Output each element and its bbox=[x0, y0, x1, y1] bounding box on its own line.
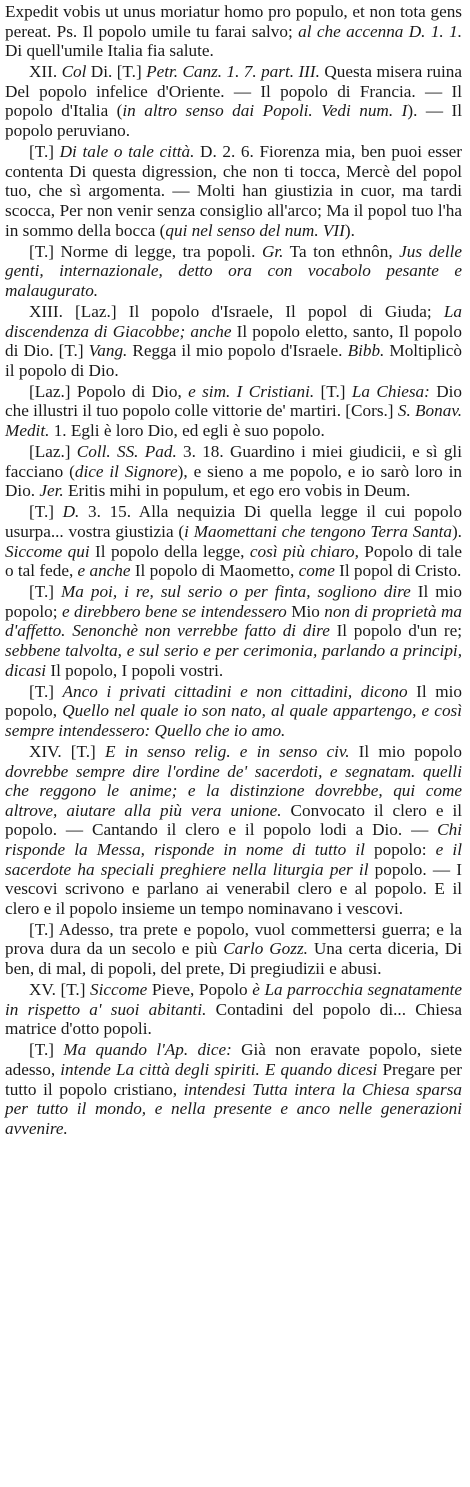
text-run: Una certa diceria, Di ben, di mal, di popoli, del prete, Di pregiudizii e abusi. bbox=[5, 939, 462, 978]
italic-text-run: intende La città degli spiriti. E quando dicesi bbox=[60, 1059, 378, 1079]
text-run: Il mio popolo, bbox=[5, 681, 462, 721]
entry-paragraph bbox=[5, 502, 462, 580]
text-run: 1. Egli è loro Dio, ed egli è suo popolo. bbox=[49, 420, 325, 440]
entry-paragraph bbox=[5, 302, 462, 380]
text-run: Il popol di Cristo. bbox=[334, 561, 462, 581]
text-run: Questa misera ruina Del popolo infelice d'Oriente. — Il popolo di Francia. — Il popolo d'Italia ( bbox=[5, 62, 462, 121]
italic-text-run: D. bbox=[62, 502, 80, 522]
italic-text-run: Jus delle genti, internazionale, detto ora con vocabolo pesante e malaugurato. bbox=[5, 241, 462, 300]
entry-paragraph bbox=[5, 62, 462, 140]
text-run: Di. [T.] bbox=[86, 62, 147, 82]
italic-text-run: e direbbero bene se intendessero bbox=[61, 601, 287, 621]
text-run: [T.] bbox=[29, 681, 63, 701]
text-run: Convocato il clero e il popolo. — Cantando il clero e il popolo lodi a Dio. — bbox=[5, 800, 462, 840]
text-run: Già non eravate popolo, siete adesso, bbox=[5, 1040, 463, 1079]
entry-paragraph bbox=[5, 1040, 462, 1138]
entry-paragraph bbox=[5, 582, 462, 680]
italic-text-run: sebbene talvolta, e sul serio e per cerimonia, parlando a principi, dicasi bbox=[5, 641, 462, 680]
entry-paragraph bbox=[5, 920, 462, 979]
text-run: Dio che illustri il tuo popolo colle vittorie de' martiri. [Cors.] bbox=[5, 381, 463, 421]
italic-text-run: e il sacerdote ha speciali preghiere nella liturgia per il bbox=[5, 839, 462, 879]
italic-text-run: dice il Signore bbox=[74, 461, 178, 481]
italic-text-run: Bibb. bbox=[347, 341, 385, 361]
text-run: Il mio popolo bbox=[349, 741, 462, 761]
text-run: [T.] Norme di legge, tra popoli. bbox=[29, 241, 262, 261]
text-run: XV. [T.] bbox=[29, 980, 91, 1000]
text-run: ), e sieno a me popolo, e io sarò loro in Dio. bbox=[5, 461, 462, 501]
italic-text-run: Jer. bbox=[39, 481, 64, 501]
italic-text-run: non di proprietà ma d'affetto. Senonchè non verrebbe fatto di dire bbox=[5, 601, 462, 641]
text-run: Di quell'umile Italia fia salute. bbox=[5, 41, 214, 61]
text-run: [T.] Adesso, tra prete e popolo, vuol commettersi guerra; e la prova dura da un secolo e più bbox=[5, 919, 462, 959]
italic-text-run: al che accenna D. 1. 1. bbox=[298, 21, 462, 41]
text-run: [Laz.] bbox=[29, 442, 77, 462]
text-run: XII. bbox=[29, 62, 62, 82]
text-run: [T.] bbox=[29, 1040, 64, 1060]
italic-text-run: Ma quando l'Ap. dice: bbox=[63, 1040, 232, 1060]
text-run: D. 2. 6. Fiorenza mia, ben puoi esser contenta Di questa digression, che non ti tocca, Mercè del popol tuo, che sì argomenta. — Molti han giustizia in cuor, ma tardi scocca, Per non venir senza consiglio all'arco; Ma il popol tuo l'ha in sommo della bocca ( bbox=[5, 142, 462, 240]
text-run: [Laz.] Popolo di Dio, bbox=[29, 381, 189, 401]
italic-text-run: Di tale o tale città. bbox=[59, 142, 195, 162]
italic-text-run: La discendenza di Giacobbe; anche bbox=[5, 301, 462, 341]
italic-text-run: E in senso relig. e in senso civ. bbox=[104, 741, 350, 761]
text-run: Pieve, Popolo bbox=[147, 980, 253, 1000]
italic-text-run: in altro senso dai Popoli. Vedi num. I bbox=[122, 101, 408, 121]
text-run: XIV. [T.] bbox=[29, 741, 105, 761]
entry-paragraph bbox=[5, 742, 462, 918]
italic-text-run: Gr. bbox=[261, 241, 284, 261]
italic-text-run: Ma poi, i re, sul serio o per finta, sogliono dire bbox=[60, 582, 411, 602]
text-run: Il popolo eletto, santo, Il popolo di Dio. [T.] bbox=[5, 321, 462, 361]
entry-paragraph bbox=[5, 2, 462, 61]
entry-paragraph bbox=[5, 142, 462, 240]
italic-text-run: come bbox=[298, 561, 335, 581]
text-run: Eritis mihi in populum, et ego ero vobis in Deum. bbox=[63, 481, 411, 501]
italic-text-run: Vang. bbox=[88, 341, 128, 361]
text-run: XIII. [Laz.] Il popolo d'Israele, Il popol di Giuda; bbox=[29, 301, 444, 321]
italic-text-run: Petr. Canz. 1. 7. part. III. bbox=[146, 62, 320, 82]
italic-text-run: e sim. I Cristiani. bbox=[188, 381, 315, 401]
italic-text-run: Col bbox=[61, 62, 87, 82]
text-run: popolo: bbox=[364, 839, 436, 859]
entry-paragraph bbox=[5, 980, 462, 1039]
text-run: Mio bbox=[286, 601, 325, 621]
text-run: ). — Il popolo peruviano. bbox=[5, 101, 462, 141]
italic-text-run: Quello nel quale io son nato, al quale appartengo, e così sempre intendessero: Quello che io amo. bbox=[5, 701, 462, 740]
entry-paragraph bbox=[5, 242, 462, 301]
text-run: Il popolo della legge, bbox=[89, 541, 250, 561]
text-run: Moltiplicò il popolo di Dio. bbox=[5, 341, 462, 380]
italic-text-run: e anche bbox=[77, 561, 131, 581]
entry-paragraph bbox=[5, 682, 462, 741]
italic-text-run: Siccome bbox=[90, 980, 148, 1000]
italic-text-run: qui nel senso del num. VII bbox=[165, 220, 345, 240]
text-run: [T.] bbox=[29, 142, 60, 162]
italic-text-run: S. Bonav. Medit. bbox=[5, 401, 462, 440]
text-run: 3. 18. Guardino i miei giudicii, e sì gli facciano ( bbox=[5, 442, 462, 481]
text-run: Ta ton ethnôn, bbox=[283, 241, 400, 261]
text-run: Il popolo d'un re; bbox=[329, 621, 462, 641]
text-run: [T.] bbox=[29, 502, 63, 522]
italic-text-run: intendesi Tutta intera la Chiesa sparsa per tutto il mondo, e nella presente e anco nelle generazioni avvenire. bbox=[5, 1079, 462, 1138]
text-run: Il popolo, I popoli vostri. bbox=[46, 660, 224, 680]
italic-text-run: così più chiaro, bbox=[249, 541, 359, 561]
text-run: Il popolo di Maometto, bbox=[130, 561, 299, 581]
italic-text-run: Siccome qui bbox=[5, 541, 90, 561]
italic-text-run: i Maomettani che tengono Terra Santa bbox=[184, 521, 452, 541]
italic-text-run: dovrebbe sempre dire l'ordine de' sacerdoti, e segnatam. quelli che reggono le anime; e la distinzione dovrebbe, qui come altrove, aiutare alla più vera unione. bbox=[5, 761, 462, 820]
text-run: Il mio popolo; bbox=[5, 582, 462, 621]
text-run: [T.] bbox=[314, 381, 352, 401]
entry-paragraph bbox=[5, 382, 462, 441]
text-run: 3. 15. Alla nequizia Di quella legge il cui popolo usurpa... vostra giustizia ( bbox=[5, 502, 462, 541]
text-run: ). bbox=[451, 521, 462, 541]
text-run: Popolo di tale o tal fede, bbox=[5, 541, 462, 581]
text-run: Regga il mio popolo d'Israele. bbox=[127, 341, 348, 361]
text-run: Contadini del popolo di... Chiesa matrice d'otto popoli. bbox=[5, 999, 462, 1039]
text-run: popolo. — I vescovi scrivono e parlano ai venerabil clero e al popolo. E il clero e il popolo insieme un tempo nominavano i vescovi. bbox=[5, 859, 462, 918]
text-run: [T.] bbox=[29, 582, 61, 602]
italic-text-run: Carlo Gozz. bbox=[223, 939, 308, 959]
italic-text-run: La Chiesa: bbox=[351, 381, 430, 401]
entry-paragraph bbox=[5, 442, 462, 501]
text-run: Pregare per tutto il popolo cristiano, bbox=[5, 1059, 462, 1099]
italic-text-run: Coll. SS. Pad. bbox=[76, 442, 177, 462]
text-run: ). bbox=[344, 220, 355, 240]
italic-text-run: Chi risponde la Messa, risponde in nome di tutto il bbox=[5, 820, 462, 859]
italic-text-run: Anco i privati cittadini e non cittadini, dicono bbox=[62, 681, 408, 701]
italic-text-run: è La parrocchia segnatamente in rispetto a' suoi abitanti. bbox=[5, 980, 462, 1019]
text-run: Expedit vobis ut unus moriatur homo pro populo, et non tota gens pereat. Ps. Il popolo umile tu farai salvo; bbox=[5, 2, 462, 41]
